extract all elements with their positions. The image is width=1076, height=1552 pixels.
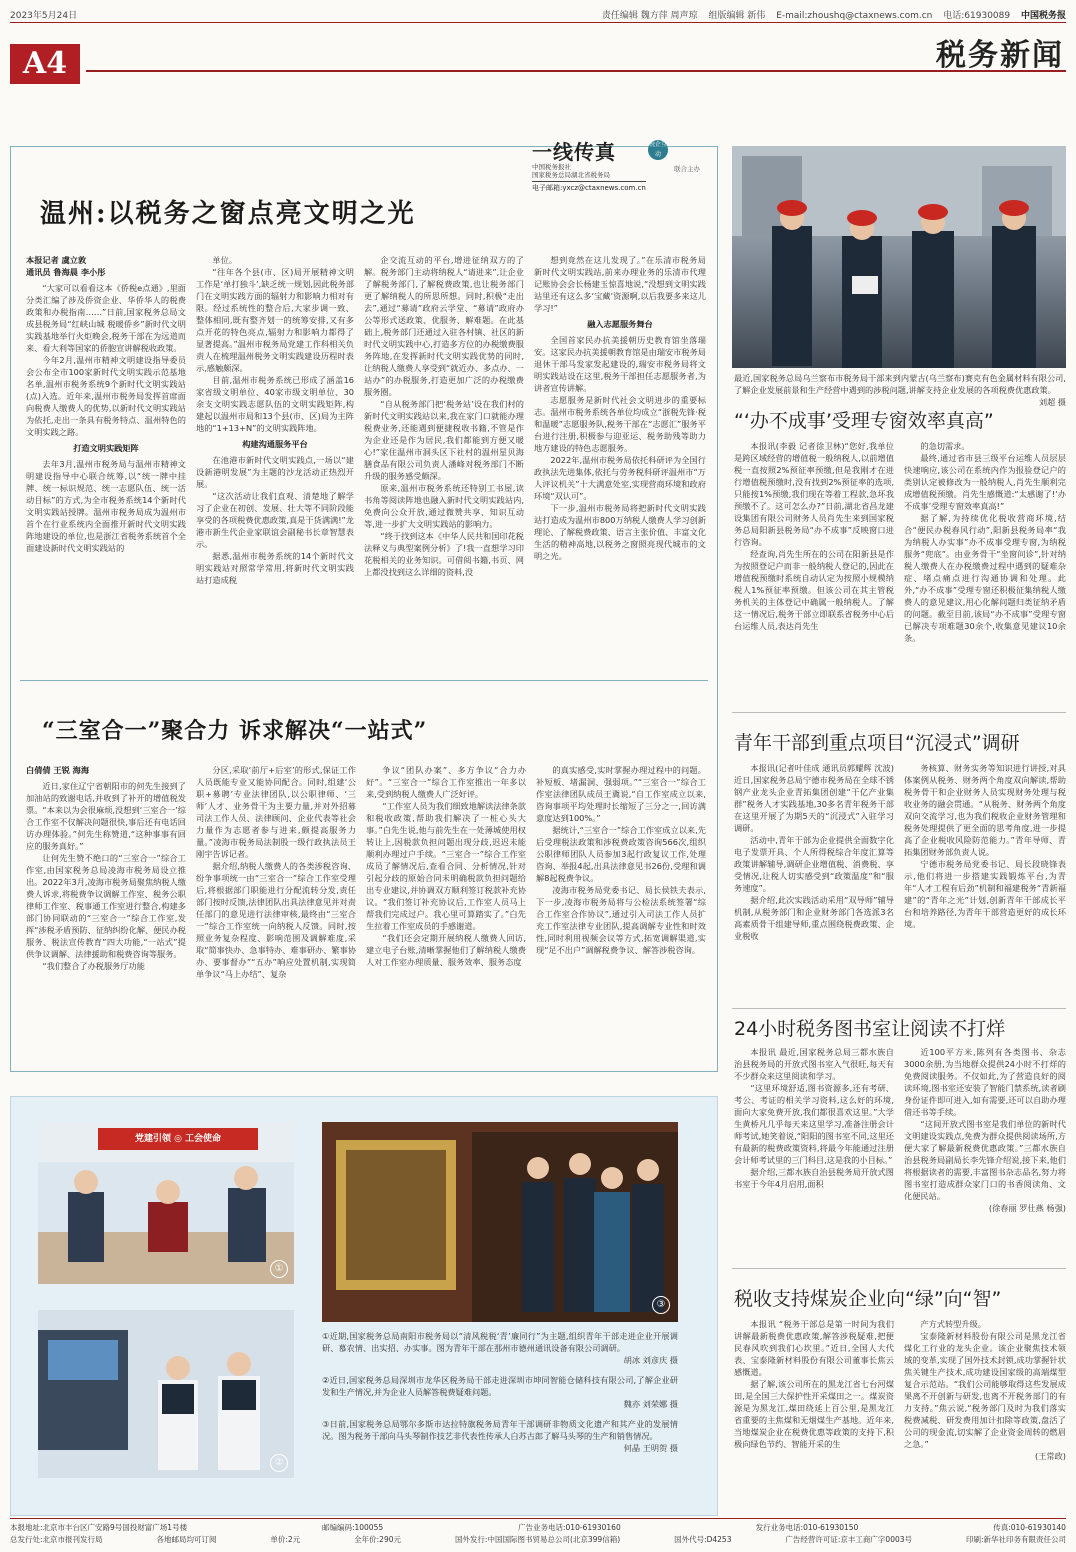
article1-subhead1: 打造文明实践矩阵 — [73, 443, 139, 453]
photo-2-shenzhen-warehouse — [38, 1310, 294, 1478]
paragraph: 本报讯(记者叶佳成 通讯员郭耀辉 沈波)近日,国家税务总局宁德市税务局在全球不锈钢产业龙头企业青拓集团创建“干亿产业集群”税务人才实践基地,30多名青年税务干部在这里开展了为期5天的“沉浸式”入驻学习调研。 — [734, 763, 894, 833]
paragraph: 在池港市新时代文明实践点,一场以“建设新港明发展”为主题的沙龙活动正热烈开展。 — [196, 455, 354, 489]
banner-tag: 联合主办 — [674, 165, 700, 173]
article3-headline: “‘办不成事’受理专窗效率真高” — [734, 410, 994, 432]
article1-col3 — [364, 254, 524, 669]
article4-col2 — [904, 762, 1066, 1002]
footer-dist-phone: 发行业务电话:010-61930150 — [755, 1523, 859, 1532]
photo-top-caption — [734, 372, 1066, 408]
paragraph: 凌海市税务局党委书记、局长侯铁夫表示,下一步,凌海市税务局将与公检法系统签署“综合工作室合作协议”,通过引入司法工作人员扩充工作室法律专业团队,提高调解专业性和时效性,同时利用视频会议等方式,拓宽调解渠道,实现“足不出户”调解税费争议、解答涉税咨询。 — [536, 885, 706, 955]
paragraph: “工作室人员为我们细致地解读法律条款和税收政策,帮助我们解决了一桩心头大事。”白先生说,他与前先生在一处薄城使用权转让上,因税款负担问题出现分歧,迟迟未能顺利办理过户手续。“三室合一”综合工作室成员了解情况后,查看合同、分析情况,针对引起分歧的原始合同未明确税款负担问题给出专业建议,并协调双方顺利签订税款补充协议。“我们签订补充协议后,工作室人员马上帮我们完成过户。我心里可算踏实了。”白先生拉着工作室成员的手感谢道。 — [366, 801, 526, 931]
responsible-editor: 责任编辑 魏方萍 周声琼 — [601, 11, 698, 21]
footer-ad-phone: 广告业务电话:010-61930160 — [518, 1523, 621, 1532]
photo-2-illustration — [38, 1310, 294, 1478]
article2-headline: “三室合一”聚合力 诉求解决“一站式” — [42, 718, 428, 744]
paragraph: 据介绍,三都水族自治县税务局开放式图书室于今年4月启用,面积 — [734, 1167, 894, 1189]
paragraph: 争议“团队办案”、多方争议“合力办好”。“三室合一”综合工作室推出一年多以来,受到纳税人缴费人广泛好评。 — [366, 765, 526, 799]
footer-price: 单价:2元 — [270, 1535, 301, 1544]
caption-1-text: ①近期,国家税务总局南阳市税务局以“清风税税‘青’廉同行”为主题,组织青年干部走进企业开展调研、慕农情、出实招、办实事。图为青年干部在那州市德州通讯设备有限公司调研。 — [322, 1331, 678, 1353]
bottom-captions — [322, 1330, 678, 1454]
paragraph: 务核算、财务实务等知识进行讲授,对具体案例从税务、财务两个角度双向解读,帮助税务骨干和企业财务人员实现财务处理与税收业务的融会贯通。“从税务、财务两个角度双向交流学习,也为我们税收企业财务管理和税务处理提供了更全面的思考角度,进一步提高了企业税收风险防范能力。”青年导师、青拓集团财务部负责人说。 — [904, 763, 1066, 857]
footer-fax: 传真:010-61930140 — [993, 1523, 1066, 1532]
footer-ad-license: 广告经营许可证:京丰工商广字0003号 — [785, 1535, 913, 1544]
page-footer — [10, 1522, 1066, 1546]
paragraph: 产方式转型升级。 — [920, 1319, 986, 1329]
caption-text: 最近,国家税务总局乌兰察布市税务局干部来到内蒙古(乌兰察布)赛克有色金属材料有限公司,了解企业发展前景和生产经营中遇到的涉税问题,讲解支持企业发展的各项税费优惠政策。 — [734, 373, 1066, 395]
paragraph: 活动中,青年干部为企业提供全面数字化电子发票开具、个人所得税综合年度汇算等政策讲解辅导,调研企业增值税、消费税、享受情况,让税人切实感受到“政策温度”和“服务速度”。 — [734, 835, 894, 893]
photo-1-youth-cadres — [38, 1122, 294, 1284]
paragraph: 据统计,“三室合一”综合工作室成立以来,先后受理税法政策和涉税费政策咨询566次,组织公职律师团队人员参加3起行政复议工作,处理咨询、举报4起,出具法律意见书26份,受理和调解8起税费争议。 — [536, 825, 706, 883]
editor-phone: 电话:61930089 — [943, 11, 1011, 21]
caption-2-credit: 魏亦 刘荣娜 摄 — [623, 1399, 678, 1409]
paragraph: 近日,家住辽宁省朝阳市的何先生接到了加油站的致谢电话,并收到了补开的增值税发票。“本来以为会很麻烦,没想到‘三室合一’综合工作室不仅解决问题很快,事后还有电话回访办理体验。”何先生称赞道,“这种事事有回应的服务真好。” — [26, 781, 186, 851]
article1-headline: 温州:以税务之窗点亮文明之光 — [40, 199, 416, 229]
paragraph: 本报讯 “税务干部总是第一时间为我们讲解最新税费优惠政策,解答涉税疑难,把便民春风吹到我们心坎里。”近日,全国人大代表、宝泰隆新材料股份有限公司董事长焦云感慨道。 — [734, 1319, 894, 1377]
paragraph: 2022年,温州市税务局依托科研评为全国行政执法先进集体,依托与劳务税科研评温州市“万人评议机关”十大满意处室,实现营商环境和政府环境“双认可”。 — [534, 455, 706, 501]
article1-subhead3: 融入志愿服务舞台 — [587, 319, 653, 329]
banner-badge: 税企互动 — [648, 141, 667, 158]
layout-editor: 组版编辑 新伟 — [708, 11, 766, 21]
paragraph: 企交流互动的平台,增进征纳双方的了解。税务部门主动将纳税人“请进来”,让企业了解税务部门,了解税费政策,也让税务部门更了解纳税人的所思所想。同时,积极“走出去”,通过“募请”政府云学堂、“募请”政府办公等形式送政策、优服务、解难题。在此基础上,税务部门还通过入驻各村镇、社区的新时代文明实践中心,打造多方位的办税缴费服务阵地,在发挥新时代文明实践优势的同时,让纳税人缴费人享受到“就近办、多点办、一站办”的办税服务,打造更加广泛的办税缴费服务圈。 — [364, 255, 524, 397]
paragraph: 分区,采取‘前厅+后室’的形式,保证工作人员既能专业又能协同配合。同时,组建‘公职+募聘’专业法律团队,以公职律师、‘三师’人才、业务骨干为主要力量,并对外招募司法工作人员、法律顾问、企业代表等社会力量作为志愿者参与进来,颇提高服务力量。”凌海市税务局法制股一级行政执法员王刚宇告诉记者。 — [196, 765, 356, 859]
paragraph: 目前,温州市税务系统已形成了涵盖16家省级文明单位、40家市级文明单位、30余支文明实践志愿队伍的文明实践矩阵,构建起以温州市局和13个县(市、区)局为主阵地的“1+13+N”的文明实践阵地。 — [196, 375, 354, 433]
paragraph: 最终,通过省市县三级平台运维人员层层快速响应,该公司在系统内作为报验登记户的类别认定被修改为一般纳税人,肖先生顺利完成增值税预缴。肖先生感慨道:“太感谢了!‘办不成事’受理专窗效率真高!” — [904, 453, 1066, 511]
paragraph: 本报讯(李毅 记者徐卫林)“您好,我单位是跨区域经营的增值税一般纳税人,以前增值税一直按照2%预征率预缴,但是我刚才在进行增值税预缴时,没有找到2%预征率的选项,只能按1%预缴,我们现在等着工程款,急坏我预缴不了。这可怎么办?”日前,湖北省昌龙建设集团有限公司财务人员肖先生来到国家税务总局阳新县税务局“办不成事”反映窗口进行咨询。 — [734, 441, 894, 547]
paragraph: “往年各个县(市、区)局开展精神文明工作是‘单打独斗’,缺乏统一规划,因此税务部门在文明实践方面的辐射力和影响力相对有限。经过系统性的整合后,大家步调一致、整体相同,既有整齐划一的统筹安排,又有多点开花的特色亮点,辐射力和影响力都得了显著提高。”温州市税务局党建工作科相关负责人在梳理温州税务文明实践建设历程时表示,感触颇深。 — [196, 267, 354, 373]
footer-address: 本报地址:北京市丰台区广安路9号国投财富广场1号楼 — [10, 1523, 188, 1532]
article2-col1 — [26, 764, 186, 1064]
page-number: A4 — [10, 44, 80, 84]
article5-col2 — [904, 1046, 1066, 1256]
article2-col2 — [196, 764, 356, 1064]
article-divider — [20, 680, 708, 681]
header-rule — [10, 22, 1066, 23]
yixian-chuanzhen-banner — [532, 136, 732, 194]
paragraph: “我们还会定期开展纳税人缴费人回访,建立电子台账,清晰掌握他们了解纳税人缴费人对工作室办理质量、服务效率、服务态度 — [366, 933, 526, 967]
host-line1: 中国税务报社 — [532, 163, 571, 171]
editor-email: E-mail:zhoushq@ctaxnews.com.cn — [776, 11, 933, 21]
paragraph: 据了解,为持续优化税收营商环境,结合“便民办税春风行动”,阳新县税务局率“我为纳税人办实事”办不成事受理专窗,为纳税服务“兜底”。由业务骨干“坐窗问诊”,针对纳税人缴费人在办税缴费过程中遇到的疑难杂症、堵点痛点进行沟通协调和处理。此外,“办不成事”受理专窗还积极征集纳税人缴费人的意见建议,用心化解问题归类征纳矛盾的问题。截至目前,该局“办不成事”受理专窗已解决专项难题30余个,收集意见建议10余条。 — [904, 513, 1066, 643]
footer-foreign-dist: 国外发行:中国国际图书贸易总公司(北京399信箱) — [454, 1535, 621, 1544]
paragraph: 据了解,该公司所在的黑龙江省七台河煤田,是全国三大保护性开采煤田之一。煤炭资源是为黑龙江,煤田绕延上百公里,是黑龙江省重要的主焦煤和无烟煤生产基地。近年来,当地煤炭企业在税费优惠等政策的支持下,积极向绿色节约、智能开采的生 — [734, 1379, 894, 1449]
caption-credit: 刘超 摄 — [1038, 397, 1066, 407]
paragraph: 宁德市税务局党委书记、局长段晓锋表示,他们将进一步搭建实践锻炼平台,为青年“人才工程有后劲”机制和福建税务“青新福建”的“青年之光”计划,创新青年干部成长平台和培养路径,为青年干部营造更好的成长环境。 — [904, 859, 1066, 929]
photo-3-morin-khuur — [322, 1122, 678, 1322]
paragraph: “自从税务部门把‘税务站’设在我们村的新时代文明实践站以来,我在家门口就能办理税费业务,还能遇到便捷税收书籍,不管是作为企业还是作为居民,我们都能到方便又暖心!”家住温州市洞头区下社村的温州星贝海膳食品有限公司负责人潘峰对税务部门不断升级的服务感受颇深。 — [364, 399, 524, 481]
article6-credit: (王常政) — [1035, 1451, 1066, 1461]
banner-logo: 一线传真 — [532, 140, 616, 164]
caption-3 — [322, 1418, 678, 1454]
paragraph: “这次活动让我们直观、清楚地了解学习了企业在初创、发展、壮大等不同阶段能享受的各项税费优惠政策,真是干货满满!”龙港市新生代企业家联谊会副秘书长章智慧表示。 — [196, 491, 354, 549]
photo-tax-officers-factory — [732, 146, 1066, 368]
caption-1-credit: 胡冰 刘彦庆 摄 — [623, 1355, 678, 1365]
page-header — [10, 6, 1066, 22]
paragraph: “这间开放式图书室是我们单位的新时代文明建设实践点,免费为群众提供阅读场所,方便大家了解最新税费优惠政策。”三都水族自治县税务局副局长李先锋介绍说,接下来,他们将根据读者的需要,丰富图书杂志品名,努力将图书室打造成群众家门口的书香阅读角、文化便民站。 — [904, 1119, 1066, 1201]
article1-byline1: 本报记者 虞立敦 — [26, 255, 87, 265]
footer-postcode: 邮编编码:100055 — [321, 1523, 384, 1532]
article1-col4 — [534, 254, 706, 669]
caption-3-text: ③日前,国家税务总局鄂尔多斯市达拉特旗税务局青年干部调研非物质文化遗产和其产业的发展情况。图为税务干部向马头琴制作技艺非代表性传承人白苏古郎了解马头琴的生产和销售情况。 — [322, 1419, 678, 1441]
divider — [732, 1008, 1066, 1009]
banner-email: 电子邮箱:yxcz@ctaxnews.com.cn — [532, 181, 646, 193]
banner-hosts — [532, 163, 610, 179]
caption-2-text: ②近日,国家税务总局深圳市龙华区税务局干部走进深圳市坤同智能仓储科技有限公司,了解企业研发和生产情况,并为企业人员解答税费疑难问题。 — [322, 1375, 678, 1397]
footer-distributor: 总发行处:北京市报刊发行局 — [10, 1535, 103, 1544]
caption-1 — [322, 1330, 678, 1366]
footer-row2 — [10, 1534, 1066, 1546]
photo-1-number: ① — [270, 1260, 288, 1278]
footer-rule — [10, 1518, 1066, 1519]
host-line2: 国家税务总局湖北省税务局 — [532, 171, 610, 179]
paper-name: 中国税务报 — [1020, 11, 1066, 21]
issue-date: 2023年5月24日 — [10, 11, 78, 21]
paragraph: 经查询,肖先生所在的公司在阳新县是作为按照登记户而非一般纳税人登记的,因此在增值税预缴时系统自动认定为按照小规模纳税人1%预征率预缴。但该公司在其主管税务机关的主体登记中确属一般纳税人。了解这一情况后,税务干部立即联系省税务中心后台运维人员,表达肖先生 — [734, 549, 894, 631]
article2-col3 — [366, 764, 526, 1064]
paragraph: 据悉,温州市税务系统的14个新时代文明实践站对照常学常用,将新时代文明实践站打造成税 — [196, 551, 354, 585]
paragraph: “这里环境舒适,图书资源多,还有考研、考公、考证的相关学习资料,这么好的环境,面向大家免费开放,我们都很喜欢这里。”大学生黄桥凡几乎每天来这里学习,准备注册会计师考试,她笑着说,“阳阳的图书室不同,这里还有最新的税费政策资料,将最今年能通过注册会计师考试里的三门科目,这是我的小目标。” — [734, 1083, 894, 1165]
article5-col1 — [734, 1046, 894, 1256]
paragraph: 今年2月,温州市精神文明建设指导委员会公布全市100家新时代文明实践示范基地名单,温州市税务系统9个新时代文明实践站(点)入选。近年来,温州市税务局发挥首席面向税费人缴费人的优势,以新时代文明实践站为依托,走出一条具有税务特点、温州特色的文明实践之路。 — [26, 355, 186, 437]
article4-headline: 青年干部到重点项目“沉浸式”调研 — [734, 732, 1020, 754]
paragraph: “我们整合了办税服务厅功能 — [42, 961, 145, 971]
article2-byline: 白倩倩 王锐 海海 — [26, 765, 90, 775]
photo-3-number: ③ — [652, 1296, 670, 1314]
paragraph: 的真实感受,实时掌握办理过程中的问题。补短板、堵漏洞、强弱项。”“三室合一”综合工作室法律团队成员王冀说,“自工作室成立以来,咨询事项平均处理时长缩短了三分之一,回访满意度达到100%。” — [536, 765, 706, 823]
paragraph: 去年3月,温州市税务局与温州市精神文明建设指导中心联合统筹,以“统一牌中挂牌、统一标识规范、统一志愿队伍、统一活动目标”的方式,为全市税务系统14个新时代文明实践站授牌。温州市税务局成为温州市首个在行业系统内全面推开新时代文明实践阵地建设的单位,也是浙江省税务系统首个全面建设新时代文明实践站的 — [26, 459, 186, 553]
paragraph: 据介绍,此次实践活动采用“双导师”辅导机制,从税务部门和企业财务部门各选派3名高素质骨干组建导师,重点围绕税费政策、企业税收 — [734, 895, 894, 941]
article5-credit: (徐春丽 罗仕燕 杨强) — [988, 1203, 1066, 1213]
article2-col4 — [536, 764, 706, 1064]
paragraph: “终于找到这本《中华人民共和国印花税法释义与典型案例分析》了!我一直想学习印花税相关的业务知识。可借阅书籍,书页、网上都没找到这么详细的资料,没 — [364, 531, 524, 577]
paragraph: “大家可以看看这本《侨税e点通》,里面分类汇编了涉及侨资企业、华侨华人的税费政策和办税指南……”日前,国家税务总局文成县税务局“红峡山城 税暖侨乡”新时代文明实践基地举行火炬晚会,税务干部在为远道而来、看大利等国家的侨胞宣讲解税收政策。 — [26, 283, 186, 353]
editor-info — [594, 8, 1066, 21]
divider — [732, 712, 1066, 713]
photo-1-illustration — [38, 1122, 294, 1284]
article3-col2 — [904, 440, 1066, 702]
article3-col1 — [734, 440, 894, 702]
article4-col1 — [734, 762, 894, 1002]
paragraph: 本报讯 最近,国家税务总局三都水族自治县税务局的开放式图书室入气很旺,每天有不少群众来这里阅读和学习。 — [734, 1047, 894, 1081]
paragraph: 让何先生赞不绝口的“三室合一”综合工作室,由国家税务总局凌海市税务局设立推出。2022年3月,凌海市税务局聚焦纳税人缴费人诉求,将税费争议调解工作室、税务公职律师工作室、税事通工作室进行整合,构建多部门协同联动的“三室合一”综合工作室,发挥“涉税矛盾预防、征纳纠纷化解、便民办税服务、税法宣传教育”四大功能,“一站式”提供争议调解、法律援助和税费咨询等服务。 — [26, 853, 186, 959]
footer-annual-price: 全年价:290元 — [354, 1535, 401, 1544]
article6-headline: 税收支持煤炭企业向“绿”向“智” — [734, 1288, 1002, 1310]
footer-printer: 印刷:新华社印务有限责任公司 — [965, 1535, 1066, 1544]
caption-3-credit: 何晶 王明贺 摄 — [623, 1443, 678, 1453]
paragraph: 近100平方米,陈列有各类图书、杂志3000余册,为当地群众提供24小时不打烊的免费阅读服务。不仅如此,为了营造良好的阅读环境,图书室还安装了智能门禁系统,读者刷身份证件即可进入,如有需要,还可以自助办理借还书等手续。 — [904, 1047, 1066, 1117]
article5-headline: 24小时税务图书室让阅读不打烊 — [734, 1018, 1006, 1040]
article6-col1 — [734, 1318, 894, 1514]
paragraph: 全国首家民办抗美援朝历史教育馆坐落瑞安。这家民办抗美援朝教育馆是由瑞安市税务局退休干部马发家发起建设的,瑞安市税务局将文明实践站设在这里,税务干部担任志愿服务者,为讲者宣传讲解。 — [534, 335, 706, 393]
paragraph: 宝泰隆新材料股份有限公司是黑龙江省煤化工行业的龙头企业。该企业聚焦技术领域的变革,实现了国外技术封锁,成功掌握针状焦关键生产技术,成功建设国家级的高端煤型复合示范站。“我们公司能够取得这些发展成果离不开创新与研发,也离不开税务部门的有力支持。”焦云说,“税务部门及时为我们落实税费减税、研发费用加计扣除等政策,盘活了公司的现金流,切实解了企业资金周转的燃眉之急。” — [904, 1331, 1066, 1449]
article6-col2 — [904, 1318, 1066, 1514]
photo-1-banner-text: 党建引领 ◎ 工会使命 — [134, 1134, 222, 1144]
photo-2-number: ② — [270, 1454, 288, 1472]
paragraph: 据介绍,纳税人缴费人的各类涉税咨询、纷争事项统一由“三室合一”综合工作室受理后,将根据部门职能进行分配流转分发,责任部门按时反馈,法律团队出具法律意见并对责任部门的意见进行法律审核,最终由“三室合一”综合工作室统一向纳税人反馈。同时,按照业务复杂程度、影响范围及调解难度,采取“简事快办、急事特办、难事研办、繁事协办、要事督办”“五办”响应处置机制,实现简单争议“马上办结”、复杂 — [196, 861, 356, 979]
photo-3-illustration — [322, 1122, 678, 1322]
paragraph: 的急切需求。 — [920, 441, 970, 451]
article1-col1 — [26, 254, 186, 669]
paragraph: 下一步,温州市税务局将把新时代文明实践站打造成为温州市800万纳税人缴费人学习创新理论、了解税费政策、语言主张价值、丰富文化生活的精神高地,以税务之窗照亮现代城市的文明之光。 — [534, 503, 706, 561]
footer-subscribe: 各地邮局均可订阅 — [156, 1535, 217, 1544]
footer-foreign-code: 国外代号:D4253 — [674, 1535, 732, 1544]
footer-row1 — [10, 1522, 1066, 1534]
paragraph: 原来,温州市税务系统还特别工书屋,读书角等阅读阵地也融入新时代文明实践站内,免费向公众开放,通过微赞共享、知识互动等,进一步扩大文明实践站的影响力。 — [364, 483, 524, 529]
section-rule — [86, 70, 1066, 72]
paragraph: 志愿服务是新时代社会文明进步的重要标志。温州市税务系统各单位均成立“浙税先锋·税和温暖”志愿服务队,税务干部在“志愿汇”服务平台进行注册,积极参与迎亚运、税务助残等助力地方建设的特色志愿服务。 — [534, 395, 706, 453]
section-title: 税务新闻 — [936, 38, 1064, 73]
article1-byline2: 通讯员 鲁海晨 李小彤 — [26, 267, 106, 277]
paragraph: 想到竟然在这儿发现了。”在乐清市税务局新时代文明实践站,前来办理业务的乐清市代理记账协会会长杨建玉惊喜地说,“没想到文明实践站里还有这么多‘宝藏’资源啊,以后我要多来这儿学习!” — [534, 255, 706, 313]
paragraph: 单位。 — [212, 255, 237, 265]
divider — [732, 1268, 1066, 1269]
article1-subhead2: 构建沟通服务平台 — [242, 439, 308, 449]
caption-2 — [322, 1374, 678, 1410]
article1-col2 — [196, 254, 354, 669]
photo-illustration — [732, 146, 1066, 368]
